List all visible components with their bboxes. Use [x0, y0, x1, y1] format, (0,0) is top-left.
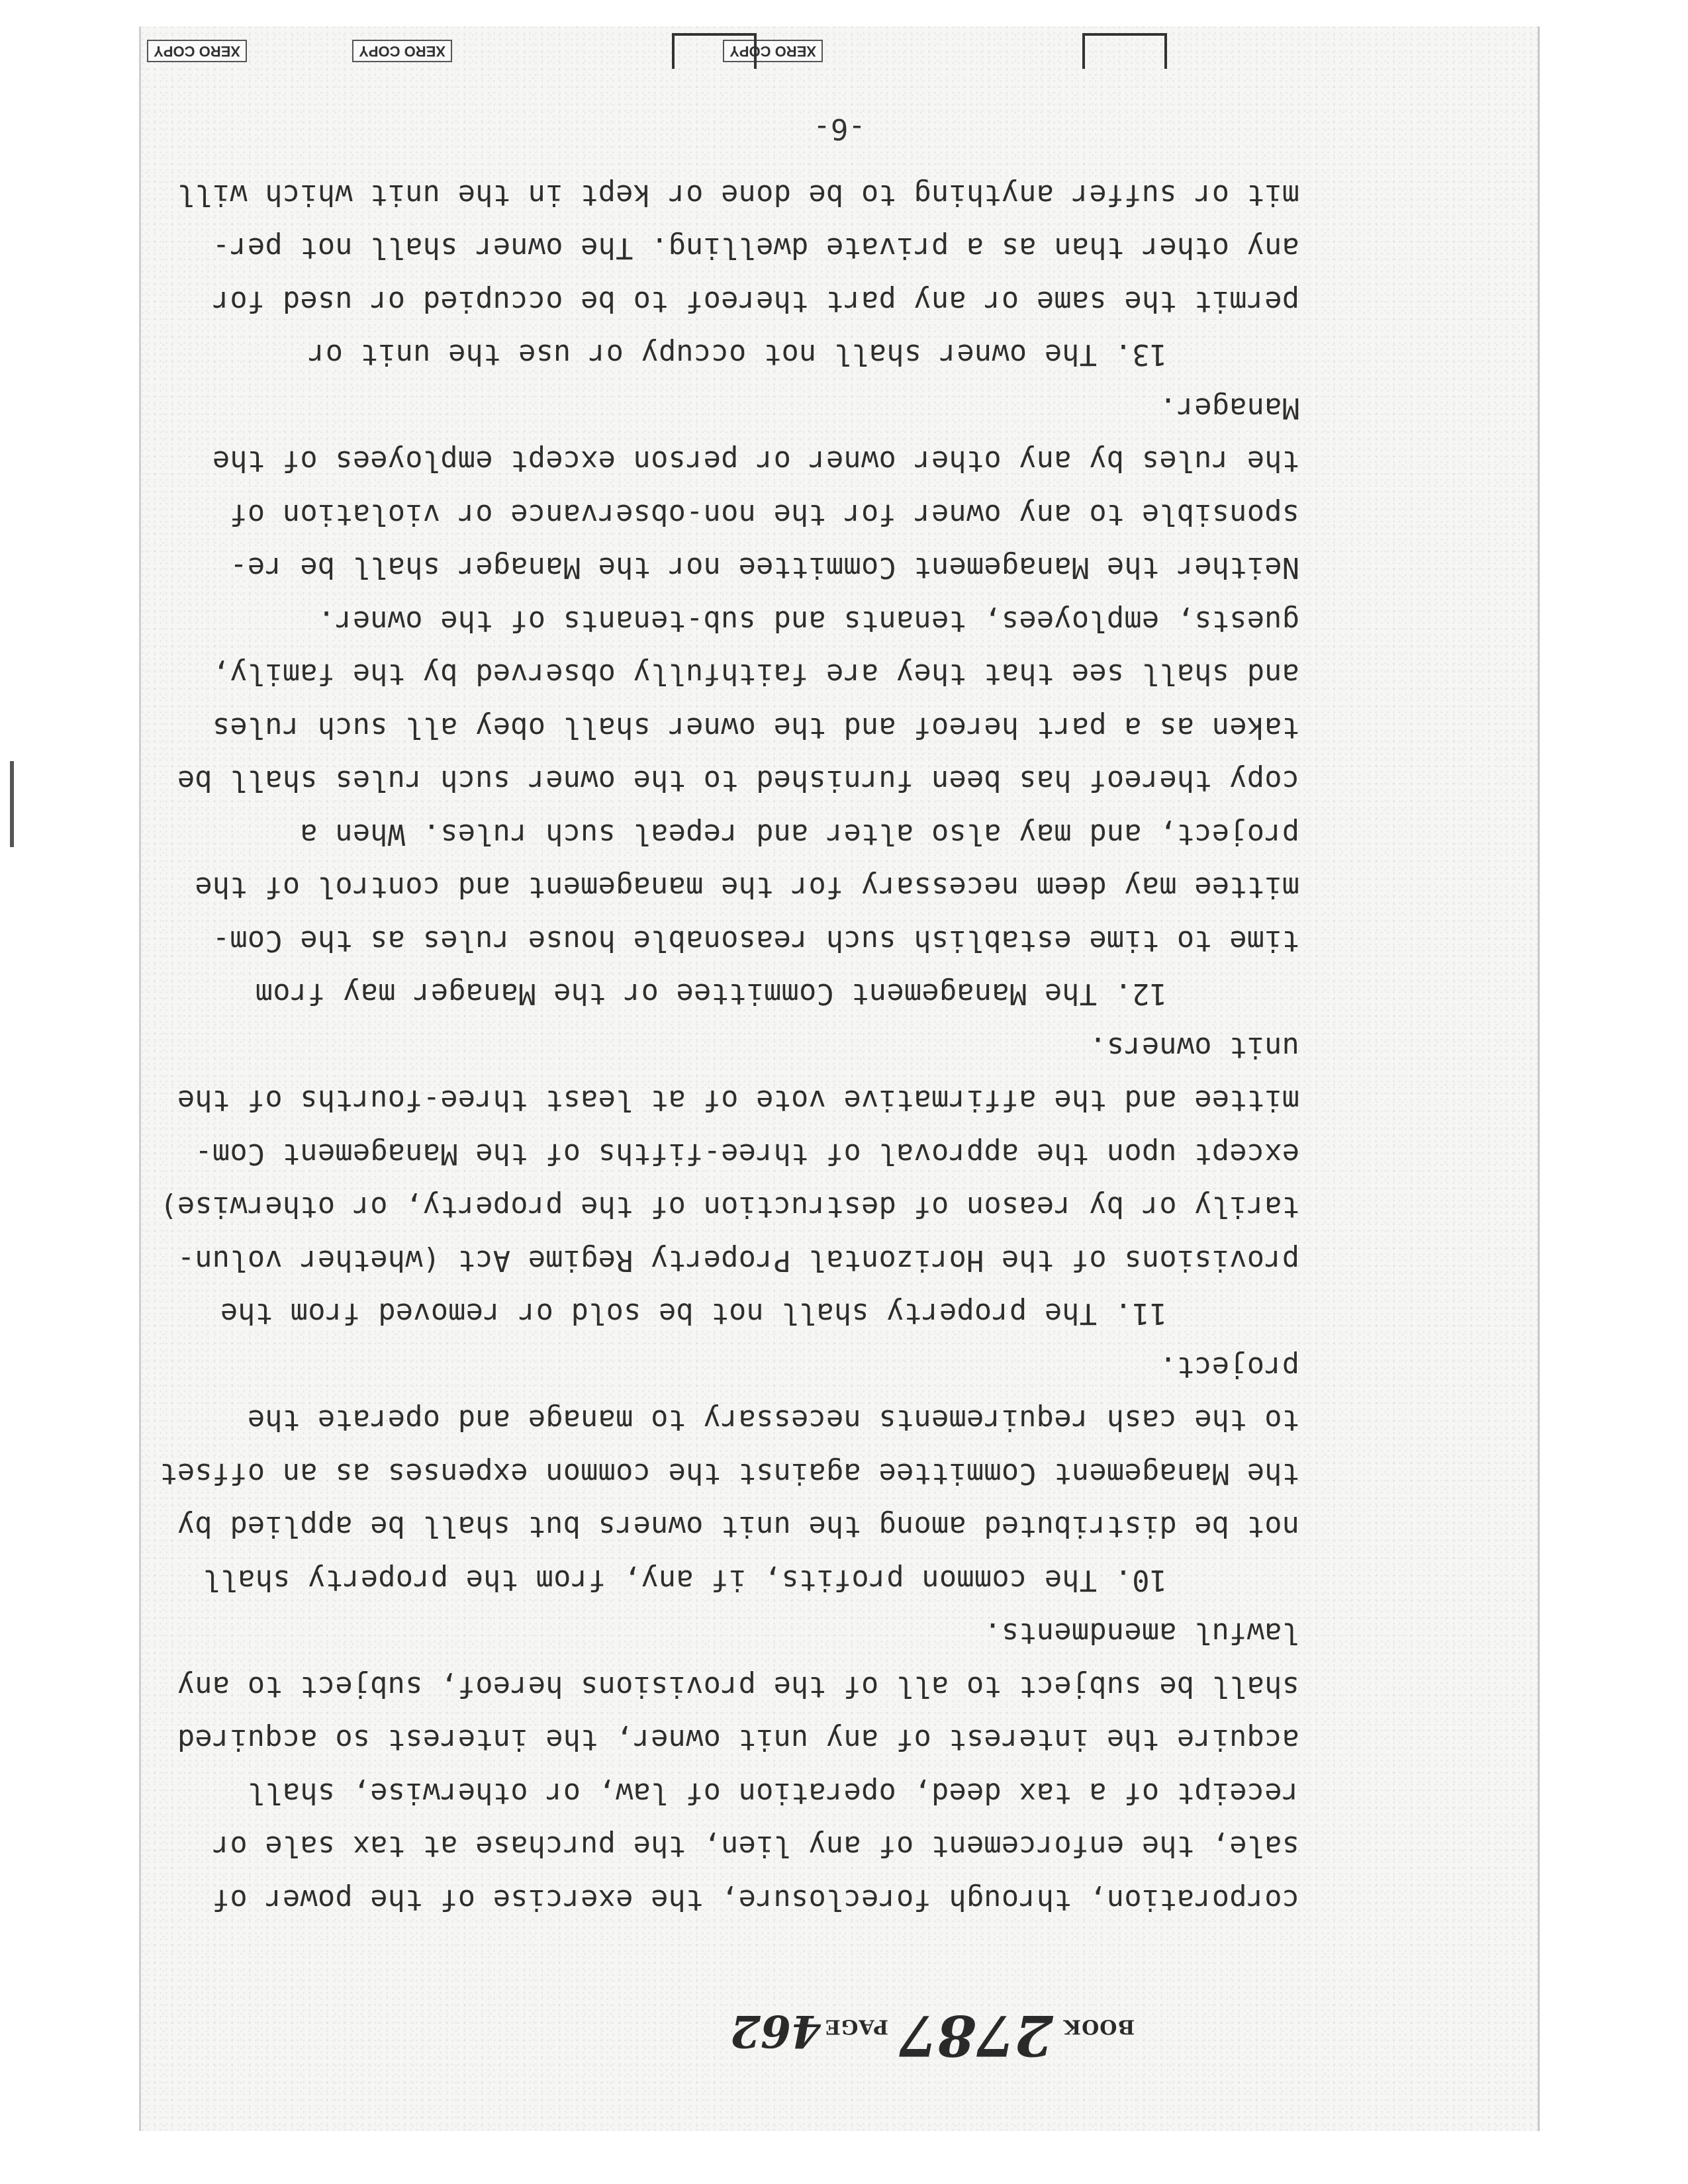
xerox-copy-stamp: XERO COPY — [723, 40, 823, 62]
document-line: to the cash requirements necessary to manage and operate the — [247, 1403, 1299, 1437]
stamp-page-number: 462 — [730, 2005, 821, 2057]
xerox-bracket-mark — [672, 33, 757, 69]
document-line: provisions of the Horizontal Property Regime Act (whether volun- — [177, 1244, 1299, 1277]
xerox-bracket-mark — [1082, 33, 1167, 69]
book-label: BOOK — [1063, 2015, 1135, 2038]
document-line: mittee may deem necessary for the management and control of the — [195, 870, 1299, 904]
document-line: 11. The property shall not be sold or removed from the — [220, 1297, 1167, 1330]
document-line: any other than as a private dwelling. The owner shall not per- — [212, 231, 1299, 265]
document-line: shall be subject to all of the provisions hereof, subject to any — [177, 1670, 1299, 1703]
document-line: acquire the interest of any unit owner, the interest so acquired — [177, 1723, 1299, 1756]
page-label: PAGE — [824, 2015, 889, 2038]
document-line: permit the same or any part thereof to be occupied or used for — [212, 285, 1299, 318]
document-line: sale, the enforcement of any lien, the purchase at tax sale or — [212, 1829, 1299, 1863]
book-number: 2787 — [898, 2003, 1053, 2068]
page-content — [141, 26, 1538, 2131]
document-body-text — [160, 168, 1299, 1927]
xerox-copy-stamp: XERO COPY — [147, 40, 247, 62]
document-line: mit or suffer anything to be done or kept in the unit which will — [177, 178, 1299, 211]
document-line: lawful amendments. — [984, 1616, 1299, 1650]
document-sheet — [139, 26, 1540, 2131]
document-line: 10. The common profits, if any, from the property shall — [203, 1563, 1167, 1596]
document-line: and shall see that they are faithfully observed by the family, — [212, 657, 1299, 691]
document-line: Neither the Management Committee nor the Manager shall be re- — [230, 551, 1299, 584]
document-line: corporation, through foreclosure, the exercise of the power of — [212, 1883, 1299, 1916]
document-line: the rules by any other owner or person except employees of the — [212, 444, 1299, 478]
document-line: guests, employees, tenants and sub-tenants of the owner. — [317, 604, 1299, 637]
document-line: project, and may also alter and repeal such rules. When a — [300, 817, 1299, 850]
xerox-copy-stamp: XERO COPY — [352, 40, 452, 62]
document-line: except upon the approval of three-fifths of the Management Com- — [195, 1137, 1299, 1170]
book-page-stamp — [730, 2003, 1135, 2068]
document-line: mittee and the affirmative vote of at least three-fourths of the — [177, 1083, 1299, 1117]
document-line: copy thereof has been furnished to the owner such rules shall be — [177, 764, 1299, 797]
document-line: unit owners. — [1089, 1030, 1299, 1064]
margin-scanner-mark — [10, 761, 14, 847]
document-line: 13. The owner shall not occupy or use the unit or — [308, 338, 1167, 371]
document-line: taken as a part hereof and the owner shall obey all such rules — [212, 711, 1299, 744]
document-line: receipt of a tax deed, operation of law, or otherwise, shall — [247, 1776, 1299, 1809]
document-line: sponsible to any owner for the non-observance or violation of — [230, 498, 1299, 531]
document-line: time to time establish such reasonable house rules as the Com- — [212, 924, 1299, 957]
document-line: project. — [1159, 1350, 1299, 1383]
page-number: -6- — [813, 112, 866, 146]
document-line: Manager. — [1159, 391, 1299, 424]
document-line: the Management Committee against the common expenses as an offset — [160, 1457, 1299, 1490]
document-line: tarily or by reason of destruction of the property, or otherwise) — [160, 1190, 1299, 1224]
document-line: not be distributed among the unit owners but shall be applied by — [177, 1510, 1299, 1543]
document-line: 12. The Management Committee or the Manager may from — [255, 977, 1167, 1011]
